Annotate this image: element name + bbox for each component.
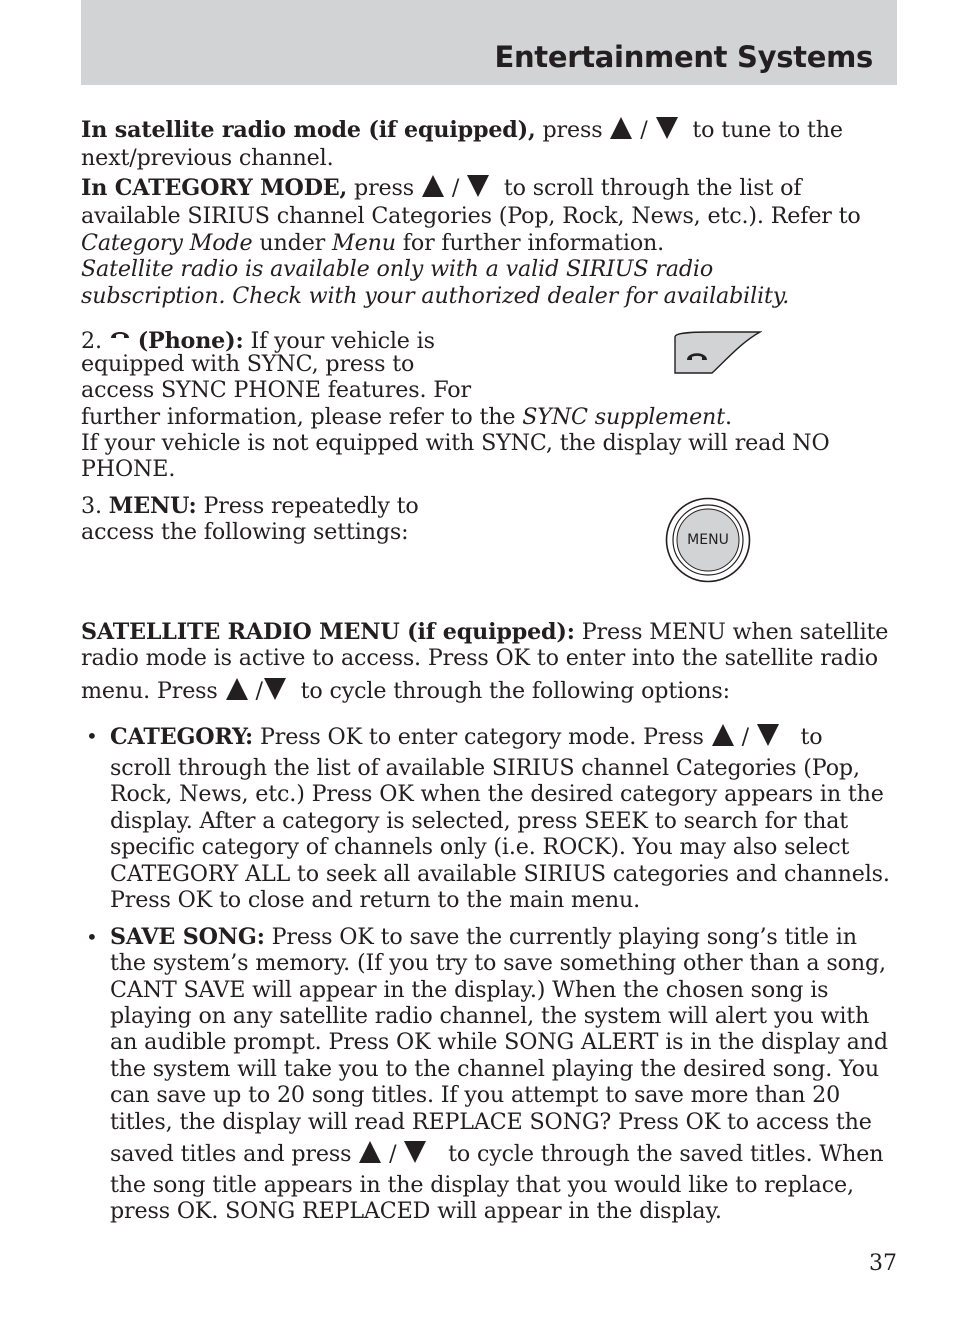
- category-bullet-line: Press OK to close and return to the main menu.: [110, 887, 641, 913]
- menu-item-line-2: access the following settings:: [81, 519, 409, 545]
- save-song-bullet-line: the song title appears in the display that you would like to replace,: [110, 1172, 854, 1198]
- category-mode-line-3: Category Mode under Menu for further information.: [81, 230, 665, 256]
- category-bullet-line: display. After a category is selected, press SEEK to search for that: [110, 808, 849, 834]
- satellite-mode-line-2: next/previous channel.: [81, 145, 334, 171]
- subscription-note-line-2: subscription. Check with your authorized dealer for availability.: [81, 283, 790, 309]
- category-bullet-line-1: CATEGORY: Press OK to enter category mode. Press / to: [110, 724, 823, 750]
- phone-item-line-5: If your vehicle is not equipped with SYNC, the display will read NO: [81, 430, 830, 456]
- up-arrow-icon: [421, 174, 445, 198]
- menu-button-illustration: [665, 497, 751, 583]
- sat-menu-line-3: menu. Press / to cycle through the following options:: [81, 678, 730, 704]
- down-arrow-icon: [263, 677, 287, 701]
- bullet-mark: •: [86, 925, 98, 949]
- page-number: 37: [869, 1251, 897, 1276]
- up-arrow-icon: [711, 723, 735, 747]
- satellite-mode-line-1: In satellite radio mode (if equipped), press / to tune to the: [81, 117, 843, 143]
- category-bullet-line: Rock, News, etc.) Press OK when the desired category appears in the: [110, 781, 884, 807]
- save-song-bullet-line: press OK. SONG REPLACED will appear in the display.: [110, 1198, 722, 1224]
- menu-button-label: MENU: [687, 532, 729, 548]
- save-song-bullet-line: playing on any satellite radio channel, the system will alert you with: [110, 1003, 870, 1029]
- category-bullet-line: scroll through the list of available SIRIUS channel Categories (Pop,: [110, 755, 860, 781]
- phone-button-illustration: [674, 328, 762, 376]
- category-mode-line-1: In CATEGORY MODE, press / to scroll through the list of: [81, 175, 802, 201]
- sat-menu-line-1: SATELLITE RADIO MENU (if equipped): Press MENU when satellite: [81, 619, 889, 645]
- menu-item-line-1: 3. MENU: Press repeatedly to: [81, 493, 419, 519]
- save-song-bullet-line-1: SAVE SONG: Press OK to save the currently playing song’s title in: [110, 924, 857, 950]
- phone-icon: [109, 322, 131, 338]
- bullet-mark: •: [86, 724, 98, 748]
- sat-menu-line-2: radio mode is active to access. Press OK to enter into the satellite radio: [81, 645, 878, 671]
- phone-item-line-3: access SYNC PHONE features. For: [81, 377, 471, 403]
- down-arrow-icon: [403, 1140, 427, 1164]
- up-arrow-icon: [609, 116, 633, 140]
- page-header: [81, 0, 897, 85]
- up-arrow-icon: [225, 677, 249, 701]
- save-song-bullet-line: can save up to 20 song titles. If you attempt to save more than 20: [110, 1082, 841, 1108]
- up-arrow-icon: [358, 1140, 382, 1164]
- down-arrow-icon: [756, 723, 780, 747]
- down-arrow-icon: [466, 174, 490, 198]
- phone-item-line-6: PHONE.: [81, 456, 176, 482]
- category-bullet-line: CATEGORY ALL to seek all available SIRIUS categories and channels.: [110, 861, 890, 887]
- save-song-bullet-line: the system’s memory. (If you try to save something other than a song,: [110, 950, 886, 976]
- phone-item-line-2: equipped with SYNC, press to: [81, 351, 415, 377]
- section-title: Entertainment Systems: [494, 40, 873, 74]
- category-mode-line-2: available SIRIUS channel Categories (Pop, Rock, News, etc.). Refer to: [81, 203, 861, 229]
- phone-item-line-1: 2. (Phone): If your vehicle is: [81, 322, 435, 354]
- subscription-note-line-1: Satellite radio is available only with a valid SIRIUS radio: [81, 256, 714, 282]
- save-song-bullet-line: titles, the display will read REPLACE SONG? Press OK to access the: [110, 1109, 872, 1135]
- down-arrow-icon: [655, 116, 679, 140]
- phone-item-line-4: further information, please refer to the SYNC supplement.: [81, 404, 732, 430]
- save-song-arrow-line: saved titles and press / to cycle through the saved titles. When: [110, 1141, 884, 1167]
- save-song-bullet-line: CANT SAVE will appear in the display.) When the chosen song is: [110, 977, 829, 1003]
- category-bullet-line: specific category of channels only (i.e. ROCK). You may also select: [110, 834, 850, 860]
- save-song-bullet-line: the system will take you to the channel playing the desired song. You: [110, 1056, 879, 1082]
- save-song-bullet-line: an audible prompt. Press OK while SONG ALERT is in the display and: [110, 1029, 888, 1055]
